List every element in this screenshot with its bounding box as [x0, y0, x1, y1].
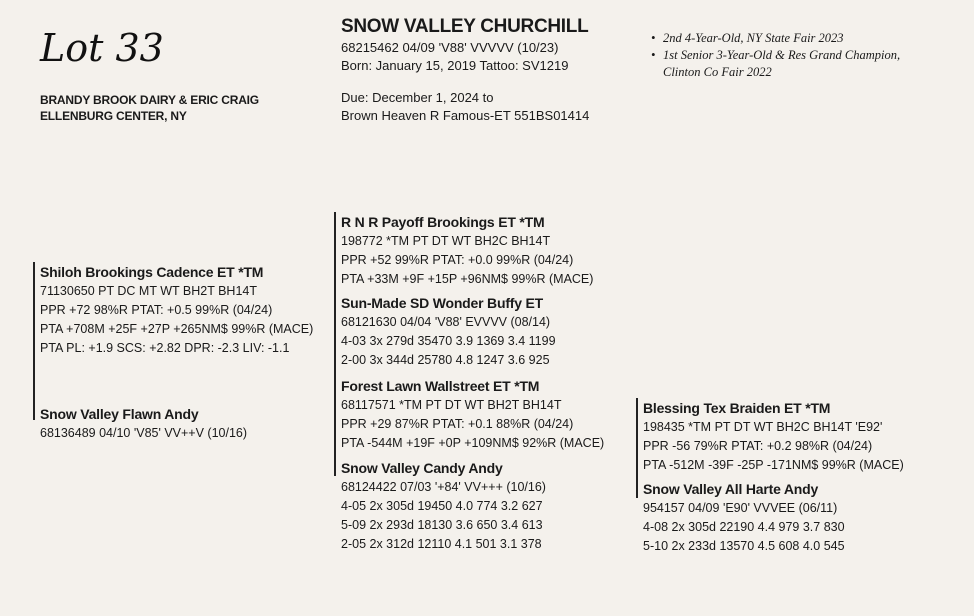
animal-registration: 68215462 04/09 'V88' VVVVV (10/23) — [341, 40, 559, 55]
paternal-grandsire-line: PTA +33M +9F +15P +96NM$ 99%R (MACE) — [341, 272, 594, 286]
granddam-dam-line: 4-08 2x 305d 22190 4.4 979 3.7 830 — [643, 520, 845, 534]
granddam-sire-block — [643, 398, 904, 475]
granddam-sire-name: Blessing Tex Braiden ET *TM — [643, 400, 831, 416]
awards-list — [651, 30, 900, 81]
granddam-sire-line: 198435 *TM PT DT WT BH2C BH14T 'E92' — [643, 420, 883, 434]
animal-name: SNOW VALLEY CHURCHILL — [341, 16, 589, 37]
animal-service-sire: Brown Heaven R Famous-ET 551BS01414 — [341, 108, 590, 123]
pedigree-bracket-granddam-parents — [636, 398, 638, 498]
lot-number: Lot 33 — [40, 26, 164, 70]
award-item-continued — [651, 64, 900, 81]
dam-block — [40, 404, 247, 443]
maternal-granddam-line: 5-09 2x 293d 18130 3.6 650 3.4 613 — [341, 518, 543, 532]
consignor-name: BRANDY BROOK DAIRY & ERIC CRAIG — [40, 93, 259, 107]
sire-line: PTA PL: +1.9 SCS: +2.82 DPR: -2.3 LIV: -1.1 — [40, 341, 290, 355]
consignor-location: ELLENBURG CENTER, NY — [40, 109, 187, 123]
award-item: • 2nd 4-Year-Old, NY State Fair 2023 — [651, 30, 900, 47]
sire-block — [40, 262, 313, 358]
granddam-dam-line: 5-10 2x 233d 13570 4.5 608 4.0 545 — [643, 539, 845, 553]
dam-line: 68136489 04/10 'V85' VV++V (10/16) — [40, 426, 248, 440]
sire-line: PTA +708M +25F +27P +265NM$ 99%R (MACE) — [40, 322, 314, 336]
maternal-grandsire-line: PPR +29 87%R PTAT: +0.1 88%R (04/24) — [341, 417, 574, 431]
pedigree-bracket-sire — [33, 262, 35, 420]
maternal-granddam-line: 4-05 2x 305d 19450 4.0 774 3.2 627 — [341, 499, 543, 513]
maternal-grandsire-line: PTA -544M +19F +0P +109NM$ 92%R (MACE) — [341, 436, 605, 450]
maternal-granddam-block — [341, 458, 546, 554]
granddam-dam-line: 954157 04/09 'E90' VVVEE (06/11) — [643, 501, 838, 515]
paternal-grandsire-name: R N R Payoff Brookings ET *TM — [341, 214, 545, 230]
animal-due-date: Due: December 1, 2024 to — [341, 90, 494, 105]
award-item-text: Clinton Co Fair 2022 — [663, 65, 772, 79]
dam-name: Snow Valley Flawn Andy — [40, 406, 199, 422]
paternal-granddam-line: 2-00 3x 344d 25780 4.8 1247 3.6 925 — [341, 353, 550, 367]
paternal-granddam-name: Sun-Made SD Wonder Buffy ET — [341, 295, 544, 311]
animal-born: Born: January 15, 2019 Tattoo: SV1219 — [341, 58, 569, 73]
consignor — [40, 92, 259, 124]
maternal-grandsire-line: 68117571 *TM PT DT WT BH2T BH14T — [341, 398, 562, 412]
award-item: • 1st Senior 3-Year-Old & Res Grand Champion, — [651, 47, 900, 64]
animal-header — [341, 16, 589, 125]
paternal-granddam-block — [341, 293, 556, 370]
paternal-grandsire-line: PPR +52 99%R PTAT: +0.0 99%R (04/24) — [341, 253, 574, 267]
paternal-grandsire-block — [341, 212, 593, 289]
maternal-granddam-line: 2-05 2x 312d 12110 4.1 501 3.1 378 — [341, 537, 542, 551]
granddam-dam-block — [643, 479, 845, 556]
pedigree-bracket-sire-parents — [334, 212, 336, 382]
sire-line: 71130650 PT DC MT WT BH2T BH14T — [40, 284, 257, 298]
maternal-granddam-line: 68124422 07/03 '+84' VV+++ (10/16) — [341, 480, 546, 494]
pedigree-bracket-dam-parents — [334, 378, 336, 476]
maternal-granddam-name: Snow Valley Candy Andy — [341, 460, 503, 476]
maternal-grandsire-name: Forest Lawn Wallstreet ET *TM — [341, 378, 540, 394]
paternal-grandsire-line: 198772 *TM PT DT WT BH2C BH14T — [341, 234, 551, 248]
granddam-sire-line: PPR -56 79%R PTAT: +0.2 98%R (04/24) — [643, 439, 873, 453]
paternal-granddam-line: 4-03 3x 279d 35470 3.9 1369 3.4 1199 — [341, 334, 556, 348]
granddam-dam-name: Snow Valley All Harte Andy — [643, 481, 819, 497]
sire-line: PPR +72 98%R PTAT: +0.5 99%R (04/24) — [40, 303, 273, 317]
sire-name: Shiloh Brookings Cadence ET *TM — [40, 264, 264, 280]
maternal-grandsire-block — [341, 376, 604, 453]
paternal-granddam-line: 68121630 04/04 'V88' EVVVV (08/14) — [341, 315, 551, 329]
granddam-sire-line: PTA -512M -39F -25P -171NM$ 99%R (MACE) — [643, 458, 904, 472]
